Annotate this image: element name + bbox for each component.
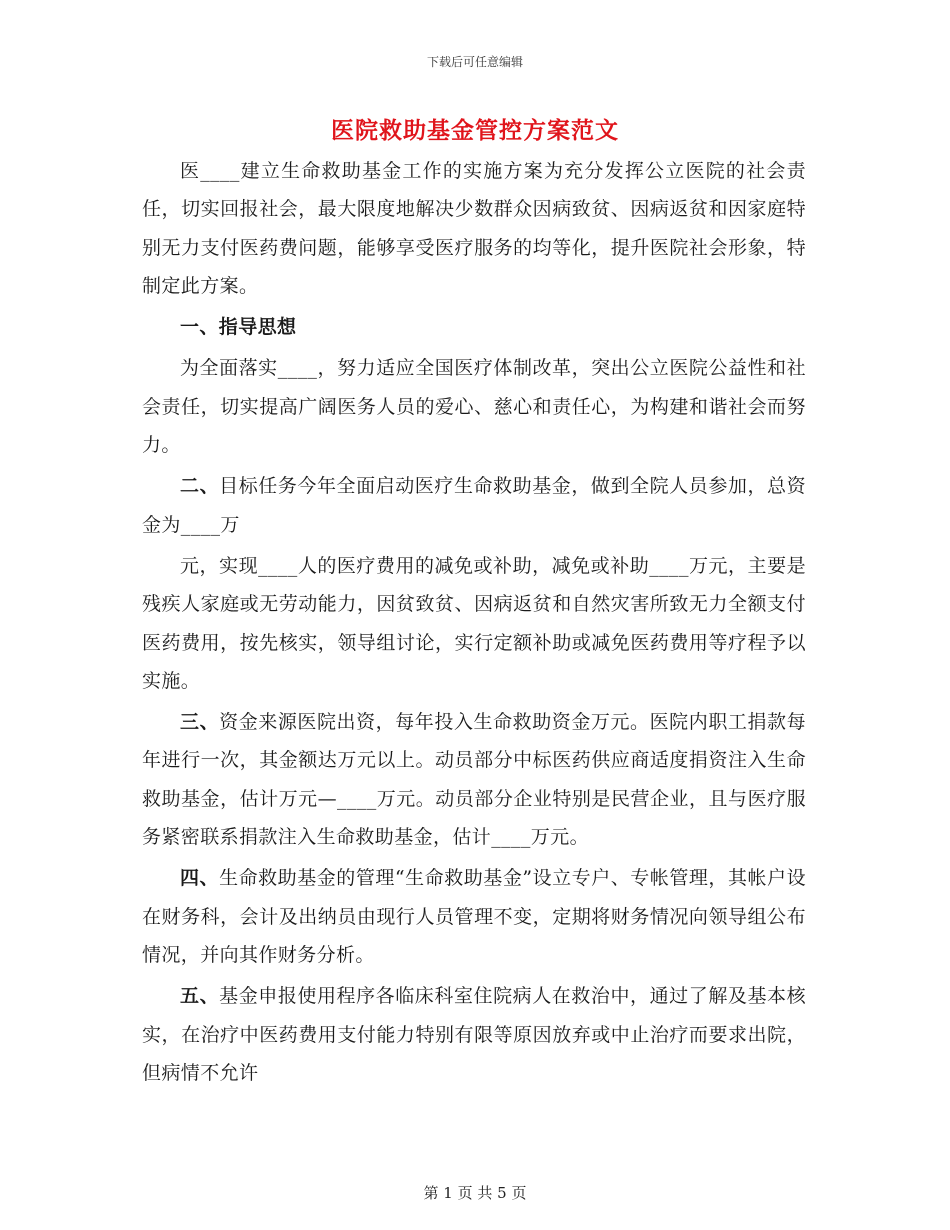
section-4-label: 四、 <box>180 867 220 890</box>
section-1-heading: 一、指导思想 <box>180 316 297 339</box>
document-title: 医院救助基金管控方案范文 <box>331 118 619 144</box>
section-4-paragraph <box>142 859 806 974</box>
section-5-label: 五、 <box>180 985 220 1008</box>
section-3-text: 资金来源医院出资，每年投入生命救助资金万元。医院内职工捐款每年进行一次，其金额达万元以上。动员部分中标医药供应商适度捐资注入生命救助基金，估计万元—____万元。动员部分企业特别是民营企业，且与医疗服务紧密联系捐款注入生命救助基金，估计____万元。 <box>142 711 806 849</box>
section-5-paragraph <box>142 977 806 1092</box>
section-2-continuation: 元，实现____人的医疗费用的减免或补助，减免或补助____万元，主要是残疾人家庭或无劳动能力，因贫致贫、因病返贫和自然灾害所致无力全额支付医药费用，按先核实，领导组讨论，实行定额补助或减免医药费用等疗程予以实施。 <box>142 554 806 692</box>
page-footer: 第 1 页 共 5 页 <box>423 1184 527 1202</box>
section-2-paragraph <box>142 467 806 544</box>
section-2-text: 目标任务今年全面启动医疗生命救助基金，做到全院人员参加，总资金为____万 <box>142 475 806 536</box>
section-3-label: 三、 <box>180 711 220 734</box>
section-2-label: 二、 <box>180 475 220 498</box>
section-1-paragraph: 为全面落实____，努力适应全国医疗体制改革，突出公立医院公益性和社会责任，切实提高广阔医务人员的爱心、慈心和责任心，为构建和谐社会而努力。 <box>142 357 806 457</box>
intro-paragraph: 医____建立生命救助基金工作的实施方案为充分发挥公立医院的社会责任，切实回报社会，最大限度地解决少数群众因病致贫、因病返贫和因家庭特别无力支付医药费问题，能够享受医疗服务的均等化，提升医院社会形象，特制定此方案。 <box>142 160 806 297</box>
header-note: 下载后可任意编辑 <box>426 55 523 69</box>
section-4-text: 生命救助基金的管理“生命救助基金”设立专户、专帐管理，其帐户设在财务科，会计及出纳员由现行人员管理不变，定期将财务情况向领导组公布情况，并向其作财务分析。 <box>142 867 806 966</box>
section-3-paragraph <box>142 703 806 856</box>
section-5-text: 基金申报使用程序各临床科室住院病人在救治中，通过了解及基本核实，在治疗中医药费用支付能力特别有限等原因放弃或中止治疗而要求出院，但病情不允许 <box>142 985 806 1084</box>
document-body <box>142 152 806 1095</box>
